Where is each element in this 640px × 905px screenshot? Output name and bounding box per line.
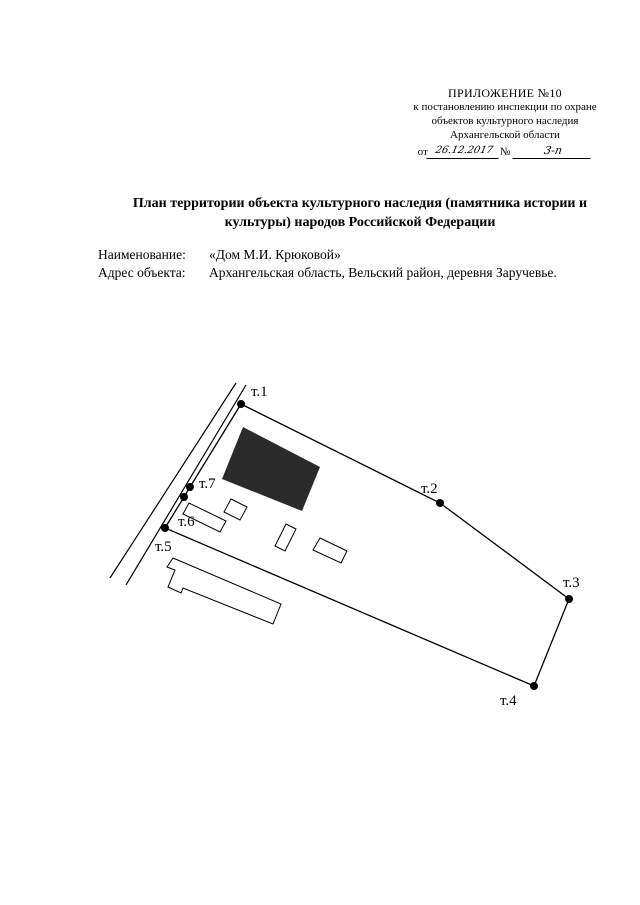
boundary-point-4	[530, 682, 538, 690]
handwritten-number: 3-п	[513, 144, 594, 159]
road-line-outer	[110, 383, 236, 578]
boundary-point-3	[565, 595, 573, 603]
outbuilding-1	[224, 499, 247, 520]
point-label-7: т.7	[199, 476, 216, 492]
outbuilding-3	[275, 524, 296, 551]
number-sign: №	[499, 146, 511, 158]
territory-boundary	[165, 404, 569, 686]
object-address-label: Адрес объекта:	[98, 265, 186, 280]
outbuilding-4	[313, 538, 347, 563]
date-prefix: от	[417, 146, 428, 158]
neighbor-building	[167, 558, 281, 624]
boundary-point-6	[180, 493, 188, 501]
boundary-point-1	[237, 400, 245, 408]
object-address-value: Архангельская область, Вельский район, деревня Заручевье.	[209, 265, 557, 280]
appendix-line-3: Архангельской области	[450, 129, 560, 141]
boundary-point-2	[436, 499, 444, 507]
point-label-2: т.2	[421, 481, 438, 497]
boundary-point-5	[161, 524, 169, 532]
point-label-5: т.5	[155, 539, 172, 555]
point-label-3: т.3	[563, 575, 580, 591]
point-label-4: т.4	[500, 693, 517, 709]
handwritten-date: 26.12.2017	[426, 144, 501, 159]
document-title-line-1: План территории объекта культурного наследия (памятника истории и	[132, 196, 588, 211]
object-name-value: «Дом М.И. Крюковой»	[209, 247, 341, 262]
appendix-line-1: к постановлению инспекции по охране	[413, 101, 597, 113]
boundary-point-7	[186, 483, 194, 491]
document-title-line-2: культуры) народов Российской Федерации	[224, 215, 496, 230]
point-label-1: т.1	[251, 384, 268, 400]
monument-building	[222, 427, 320, 511]
point-label-6: т.6	[178, 514, 195, 530]
appendix-title: ПРИЛОЖЕНИЕ №10	[448, 86, 562, 100]
object-name-label: Наименование:	[98, 247, 186, 262]
appendix-line-2: объектов культурного наследия	[431, 115, 579, 127]
